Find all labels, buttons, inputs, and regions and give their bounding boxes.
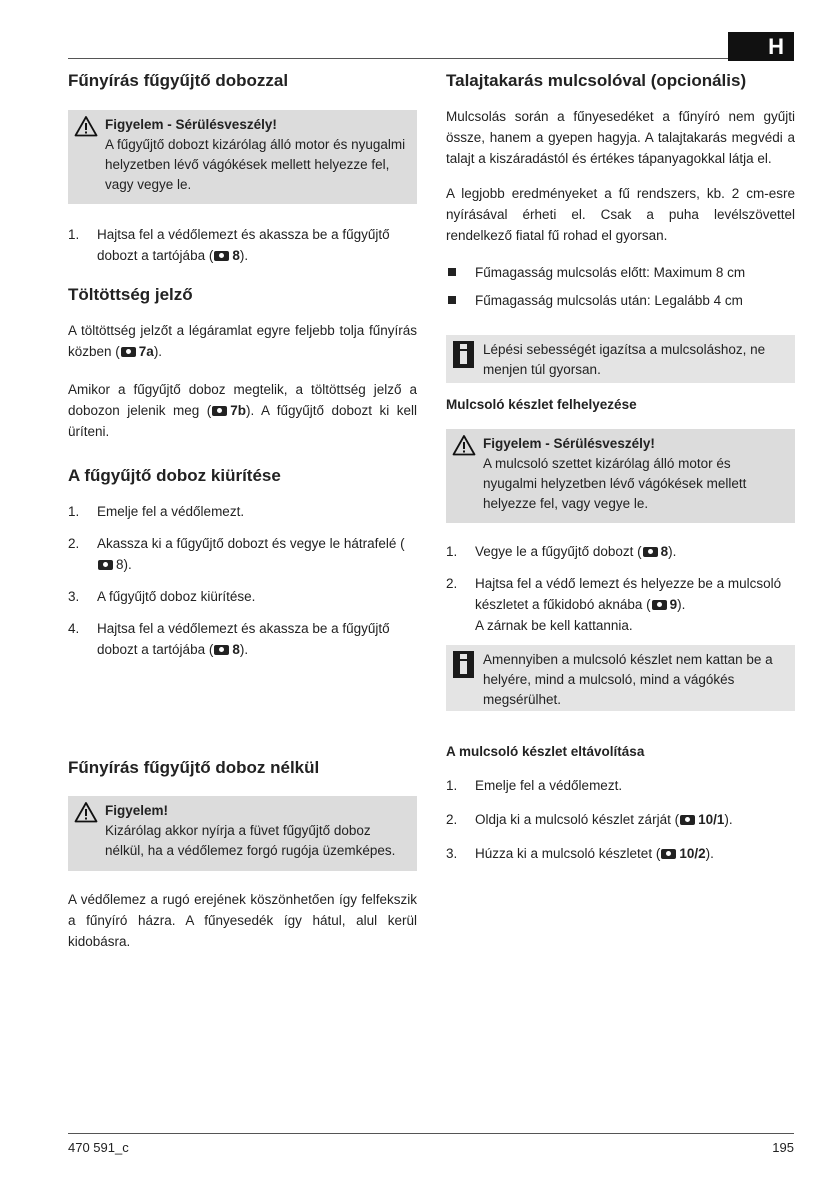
figure-ref: 8 (116, 557, 124, 572)
paragraph: A védőlemez a rugó erejének köszönhetően így felfekszik a fűnyíró házra. A fűnyesedék így hátul, alul kerül kidobásra. (68, 892, 417, 949)
warning-box (68, 110, 417, 204)
warning-title: Figyelem! (105, 803, 169, 818)
figure-ref: 8 (232, 642, 240, 657)
step-number: 1. (446, 544, 458, 559)
figure-ref: 9 (669, 597, 678, 612)
step-text: Emelje fel a védőlemezt. (97, 504, 245, 519)
step-number: 2. (446, 812, 458, 827)
camera-icon (643, 547, 658, 557)
paragraph (68, 320, 417, 362)
warning-text: Kizárólag akkor nyírja a füvet fűgyűjtő doboz nélkül, ha a védőlemez forgó rugója üzemképes. (105, 823, 396, 858)
list-item (68, 224, 417, 266)
step-text: Akassza ki a fűgyűjtő dobozt és vegye le hátrafelé ( (97, 536, 405, 551)
section-title: A mulcsoló készlet eltávolítása (446, 744, 645, 759)
warning-triangle-icon (74, 801, 98, 823)
list-item (446, 843, 795, 864)
page-number: 195 (772, 1140, 794, 1155)
step-number: 1. (446, 778, 458, 793)
figure-ref: 10/1 (698, 812, 725, 827)
bullet-text: Fűmagasság mulcsolás előtt: Maximum 8 cm (475, 265, 746, 280)
paragraph (68, 379, 417, 442)
warning-box (446, 429, 795, 523)
step-text: Hajtsa fel a védő lemezt és helyezze be a mulcsoló készletet a fűkidobó aknába ( (475, 576, 782, 612)
step-text: Vegye le a fűgyűjtő dobozt ( (475, 544, 642, 559)
paragraph-text: Amikor a fűgyűjtő doboz megtelik, a töltöttség jelző a dobozon jelenik meg ( (68, 382, 417, 418)
list-item (68, 618, 417, 660)
bullet-icon (448, 296, 456, 304)
step-text-end: ). (677, 597, 686, 612)
figure-ref: 7a (138, 344, 154, 359)
step-text: A fűgyűjtő doboz kiürítése. (97, 589, 256, 604)
step-text-end: ). (705, 846, 714, 861)
language-tab: H (728, 32, 794, 61)
paragraph: A legjobb eredményeket a fű rendszers, kb. 2 cm-esre nyírásával érheti el. Csak a puha levélszövettel rendelkező fiatal fű rohad el gyorsan. (446, 186, 795, 243)
paragraph-text-end: ). (153, 344, 163, 359)
list-item (446, 290, 795, 311)
step-text: Hajtsa fel a védőlemezt és akassza be a fűgyűjtő dobozt a tartójába ( (97, 227, 390, 263)
camera-icon (121, 347, 136, 357)
figure-ref: 10/2 (679, 846, 706, 861)
step-number: 2. (446, 576, 458, 591)
section-title: Fűnyírás fűgyűjtő dobozzal (68, 71, 289, 90)
step-number: 3. (446, 846, 458, 861)
step-number: 2. (68, 536, 80, 551)
step-text-end: ). (239, 642, 249, 657)
info-box (446, 335, 795, 383)
step-number: 1. (68, 504, 80, 519)
warning-title: Figyelem - Sérülésveszély! (105, 117, 277, 132)
warning-box (68, 796, 417, 871)
step-text: Oldja ki a mulcsoló készlet zárját ( (475, 812, 680, 827)
info-icon (453, 651, 474, 678)
list-item (446, 573, 795, 636)
section-title: A fűgyűjtő doboz kiürítése (68, 466, 281, 485)
step-text-end: ). (123, 557, 132, 572)
step-text: Húzza ki a mulcsoló készletet ( (475, 846, 661, 861)
document-id: 470 591_c (68, 1140, 129, 1155)
step-text-end: ). (668, 544, 677, 559)
list-item (446, 262, 795, 283)
step-number: 1. (68, 227, 80, 242)
warning-triangle-icon (74, 115, 98, 137)
camera-icon (98, 560, 113, 570)
list-item (68, 533, 417, 575)
camera-icon (214, 645, 229, 655)
warning-title: Figyelem - Sérülésveszély! (483, 436, 655, 451)
figure-ref: 8 (232, 248, 240, 263)
step-subtext: A zárnak be kell kattannia. (475, 618, 633, 633)
footer-rule (68, 1133, 794, 1134)
info-text: Lépési sebességét igazítsa a mulcsoláshoz, ne menjen túl gyorsan. (483, 342, 766, 377)
warning-text: A mulcsoló szettet kizárólag álló motor és nyugalmi helyzetben lévő vágókések mellett helyezze fel, vagy vegye le. (483, 456, 747, 511)
step-number: 4. (68, 621, 80, 636)
camera-icon (214, 251, 229, 261)
list-item (446, 541, 795, 562)
header-rule (68, 58, 728, 59)
info-box (446, 645, 795, 711)
figure-ref: 8 (660, 544, 669, 559)
step-text-end: ). (239, 248, 249, 263)
section-title: Mulcsoló készlet felhelyezése (446, 397, 637, 412)
camera-icon (661, 849, 676, 859)
warning-text: A fűgyűjtő dobozt kizárólag álló motor és nyugalmi helyzetben lévő vágókések mellett helyezze fel, vagy vegye le. (105, 137, 406, 192)
list-item (68, 501, 417, 522)
info-icon (453, 341, 474, 368)
section-title: Talajtakarás mulcsolóval (opcionális) (446, 71, 747, 90)
step-text: Hajtsa fel a védőlemezt és akassza be a fűgyűjtő dobozt a tartójába ( (97, 621, 390, 657)
camera-icon (212, 406, 227, 416)
camera-icon (652, 600, 667, 610)
step-text: Emelje fel a védőlemezt. (475, 778, 623, 793)
paragraph-text-end: ). A fűgyűjtő dobozt ki kell üríteni. (68, 403, 417, 439)
list-item (446, 775, 795, 796)
bullet-icon (448, 268, 456, 276)
bullet-text: Fűmagasság mulcsolás után: Legalább 4 cm (475, 293, 743, 308)
list-item (446, 809, 795, 830)
camera-icon (680, 815, 695, 825)
warning-triangle-icon (452, 434, 476, 456)
info-text: Amennyiben a mulcsoló készlet nem kattan be a helyére, mind a mulcsoló, mind a vágókés megsérülhet. (483, 652, 773, 707)
section-title: Töltöttség jelző (68, 285, 193, 304)
step-number: 3. (68, 589, 80, 604)
step-text-end: ). (724, 812, 733, 827)
section-title: Fűnyírás fűgyűjtő doboz nélkül (68, 758, 320, 777)
figure-ref: 7b (230, 403, 247, 418)
list-item (68, 586, 417, 607)
paragraph-text: A töltöttség jelzőt a légáramlat egyre feljebb tolja fűnyírás közben ( (68, 323, 417, 359)
paragraph: Mulcsolás során a fűnyesedéket a fűnyíró nem gyűjti össze, hanem a gyepen hagyja. A talajtakarás megvédi a talajt a kiszáradástól és értékes tápanyagokkal látja el. (446, 109, 795, 166)
